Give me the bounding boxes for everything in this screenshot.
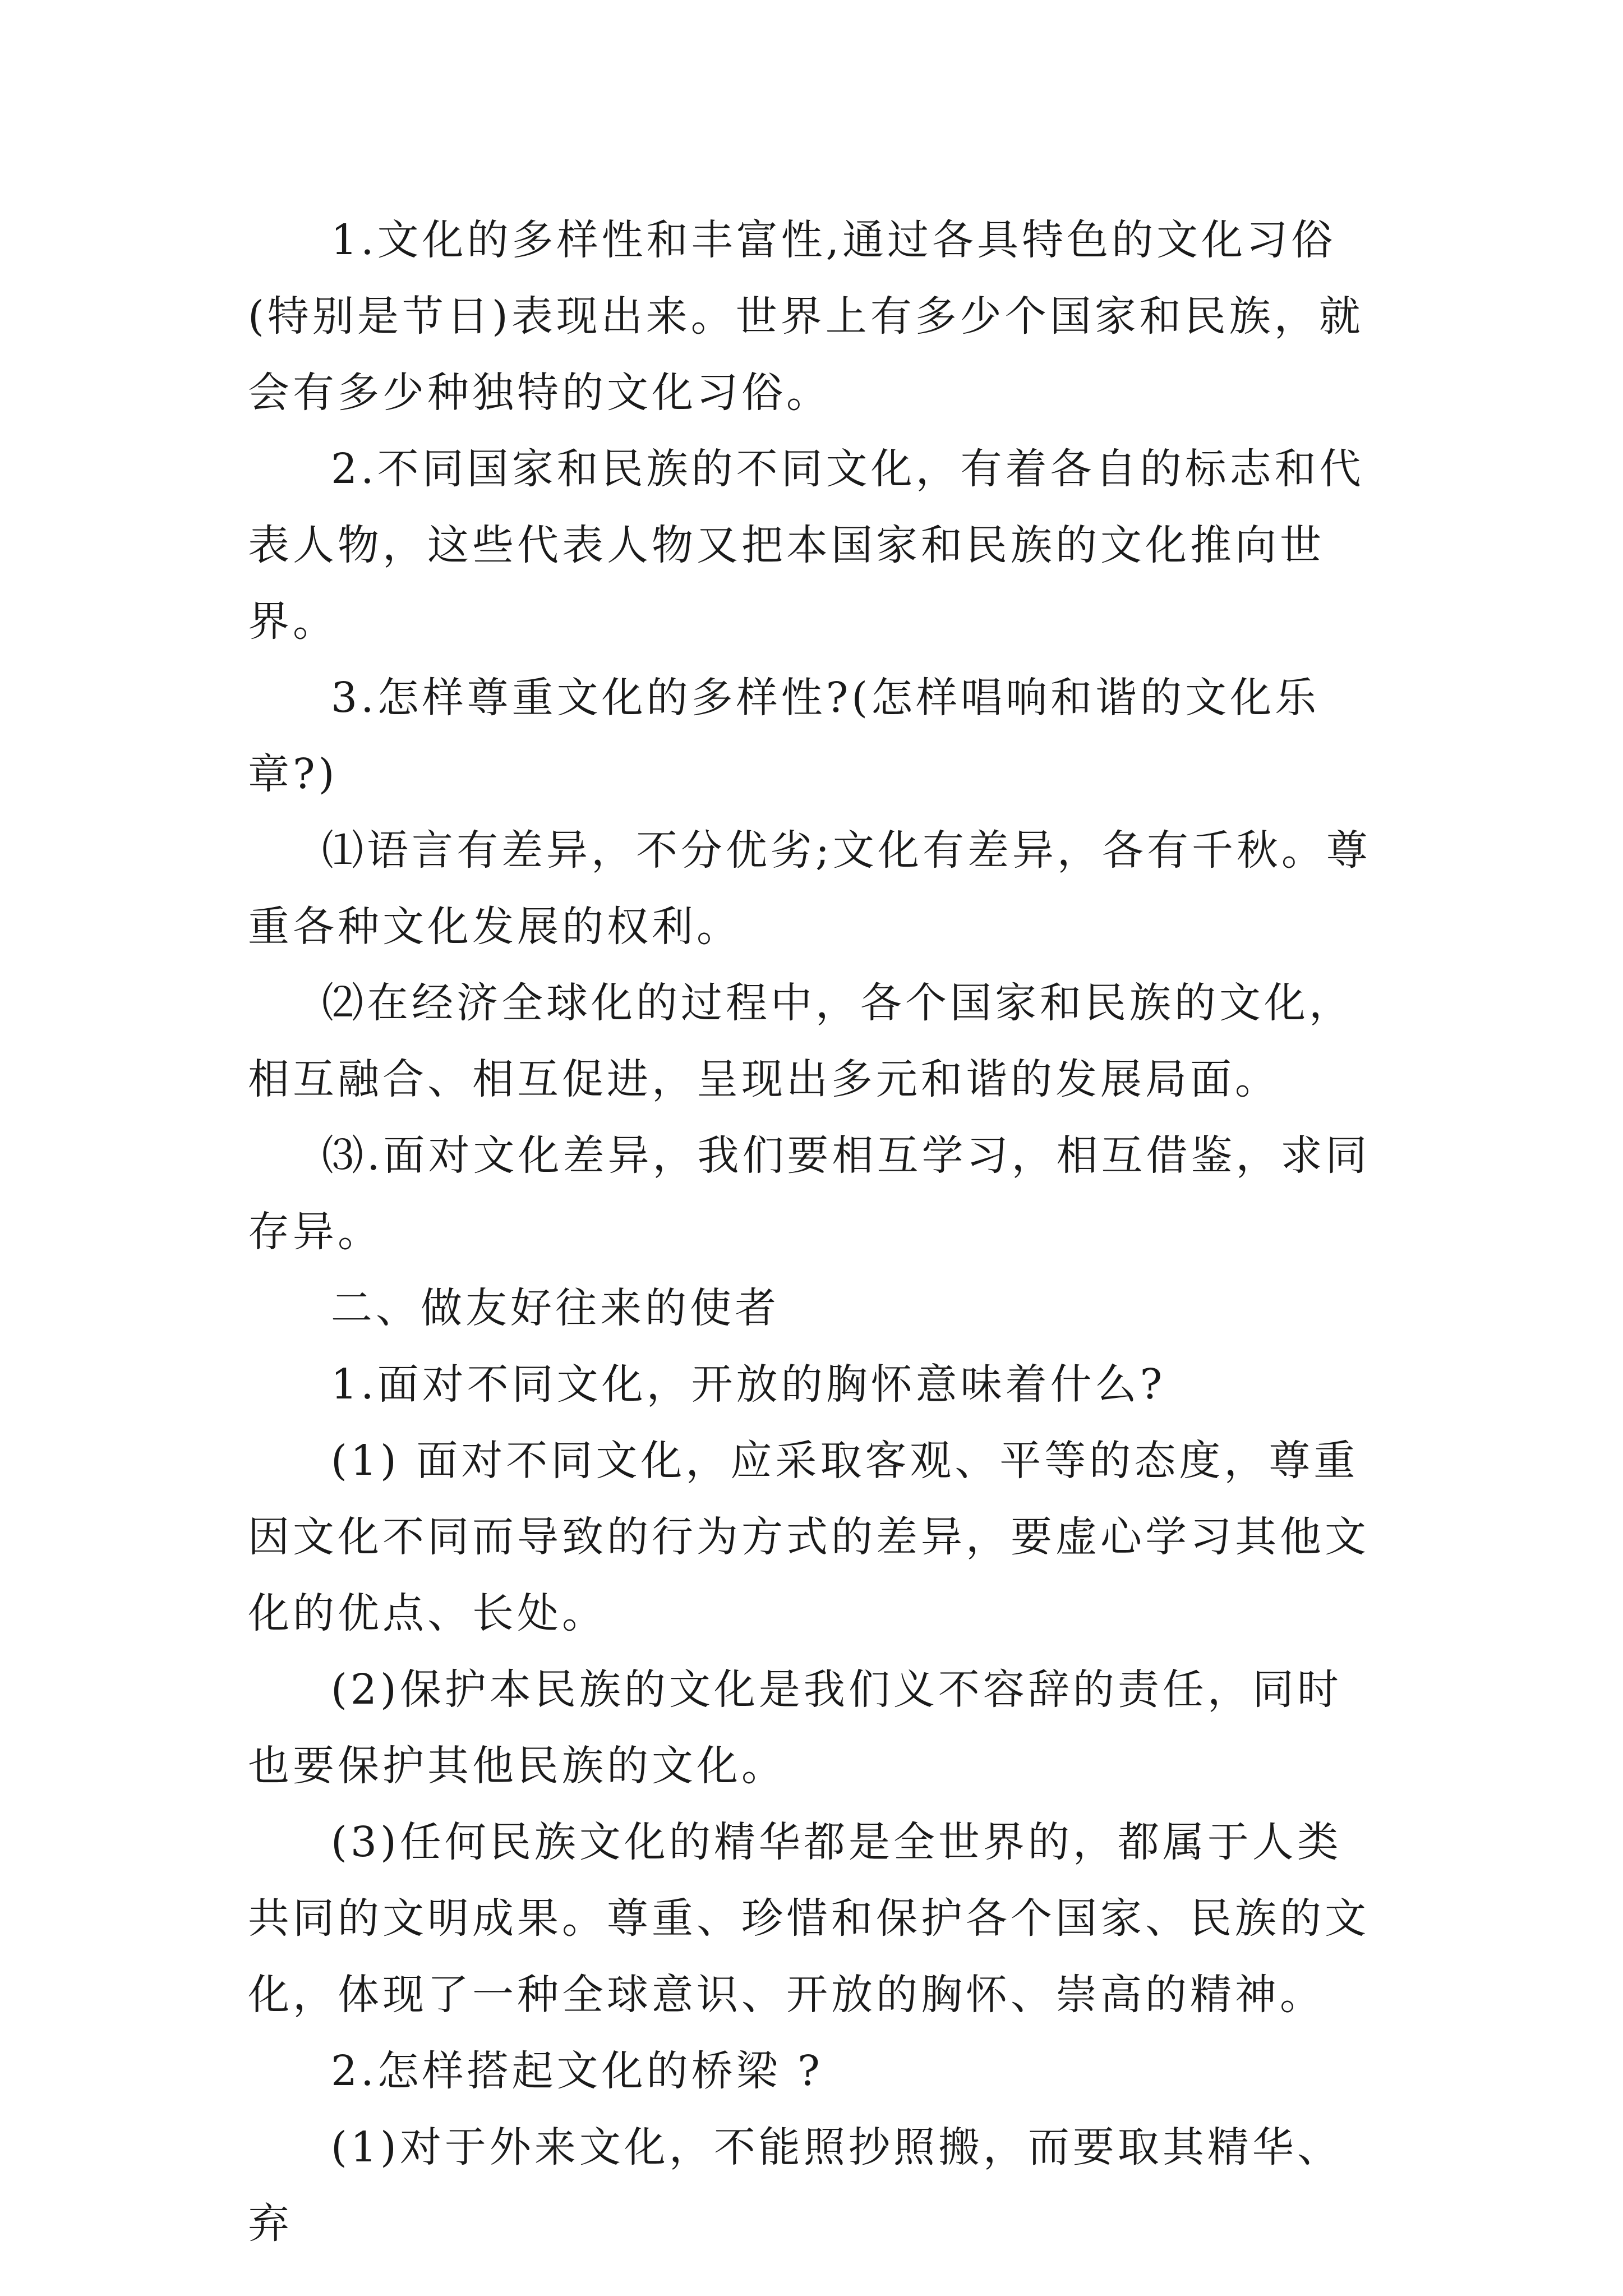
paragraph-8: 1.面对不同文化，开放的胸怀意味着什么? (331, 1360, 1166, 1409)
paragraph-2: 2.不同国家和民族的不同文化，有着各自的标志和代表人物，这些代表人物又把本国家和民族的文化推向世界。 (248, 445, 1364, 646)
paragraph-12: 2.怎样搭起文化的桥梁 ? (331, 2047, 823, 2095)
section-heading: 二、做友好往来的使者 (331, 1284, 780, 1332)
paragraph-4: ⑴语言有差异，不分优劣;文化有差异，各有千秋。尊重各种文化发展的权利。 (248, 826, 1371, 951)
paragraph-6: ⑶.面对文化差异，我们要相互学习，相互借鉴，求同存异。 (248, 1131, 1371, 1256)
paragraph-10: (2)保护本民族的文化是我们义不容辞的责任，同时也要保护其他民族的文化。 (248, 1665, 1342, 1790)
paragraph-1: 1.文化的多样性和丰富性,通过各具特色的文化习俗(特别是节日)表现出来。世界上有多少个国家和民族，就会有多少种独特的文化习俗。 (248, 216, 1364, 417)
paragraph-13: (1)对于外来文化，不能照抄照搬，而要取其精华、弃 (248, 2123, 1342, 2248)
paragraph-5: ⑵在经济全球化的过程中，各个国家和民族的文化，相互融合、相互促进，呈现出多元和谐的发展局面。 (248, 979, 1354, 1103)
document-body (248, 202, 1381, 2262)
paragraph-9: (1) 面对不同文化，应采取客观、平等的态度，尊重因文化不同而导致的行为方式的差异，要虚心学习其他文化的优点、长处。 (248, 1437, 1370, 1637)
paragraph-11: (3)任何民族文化的精华都是全世界的，都属于人类共同的文明成果。尊重、珍惜和保护各个国家、民族的文化，体现了一种全球意识、开放的胸怀、崇高的精神。 (248, 1818, 1370, 2019)
paragraph-3: 3.怎样尊重文化的多样性?(怎样唱响和谐的文化乐章?) (248, 674, 1320, 798)
